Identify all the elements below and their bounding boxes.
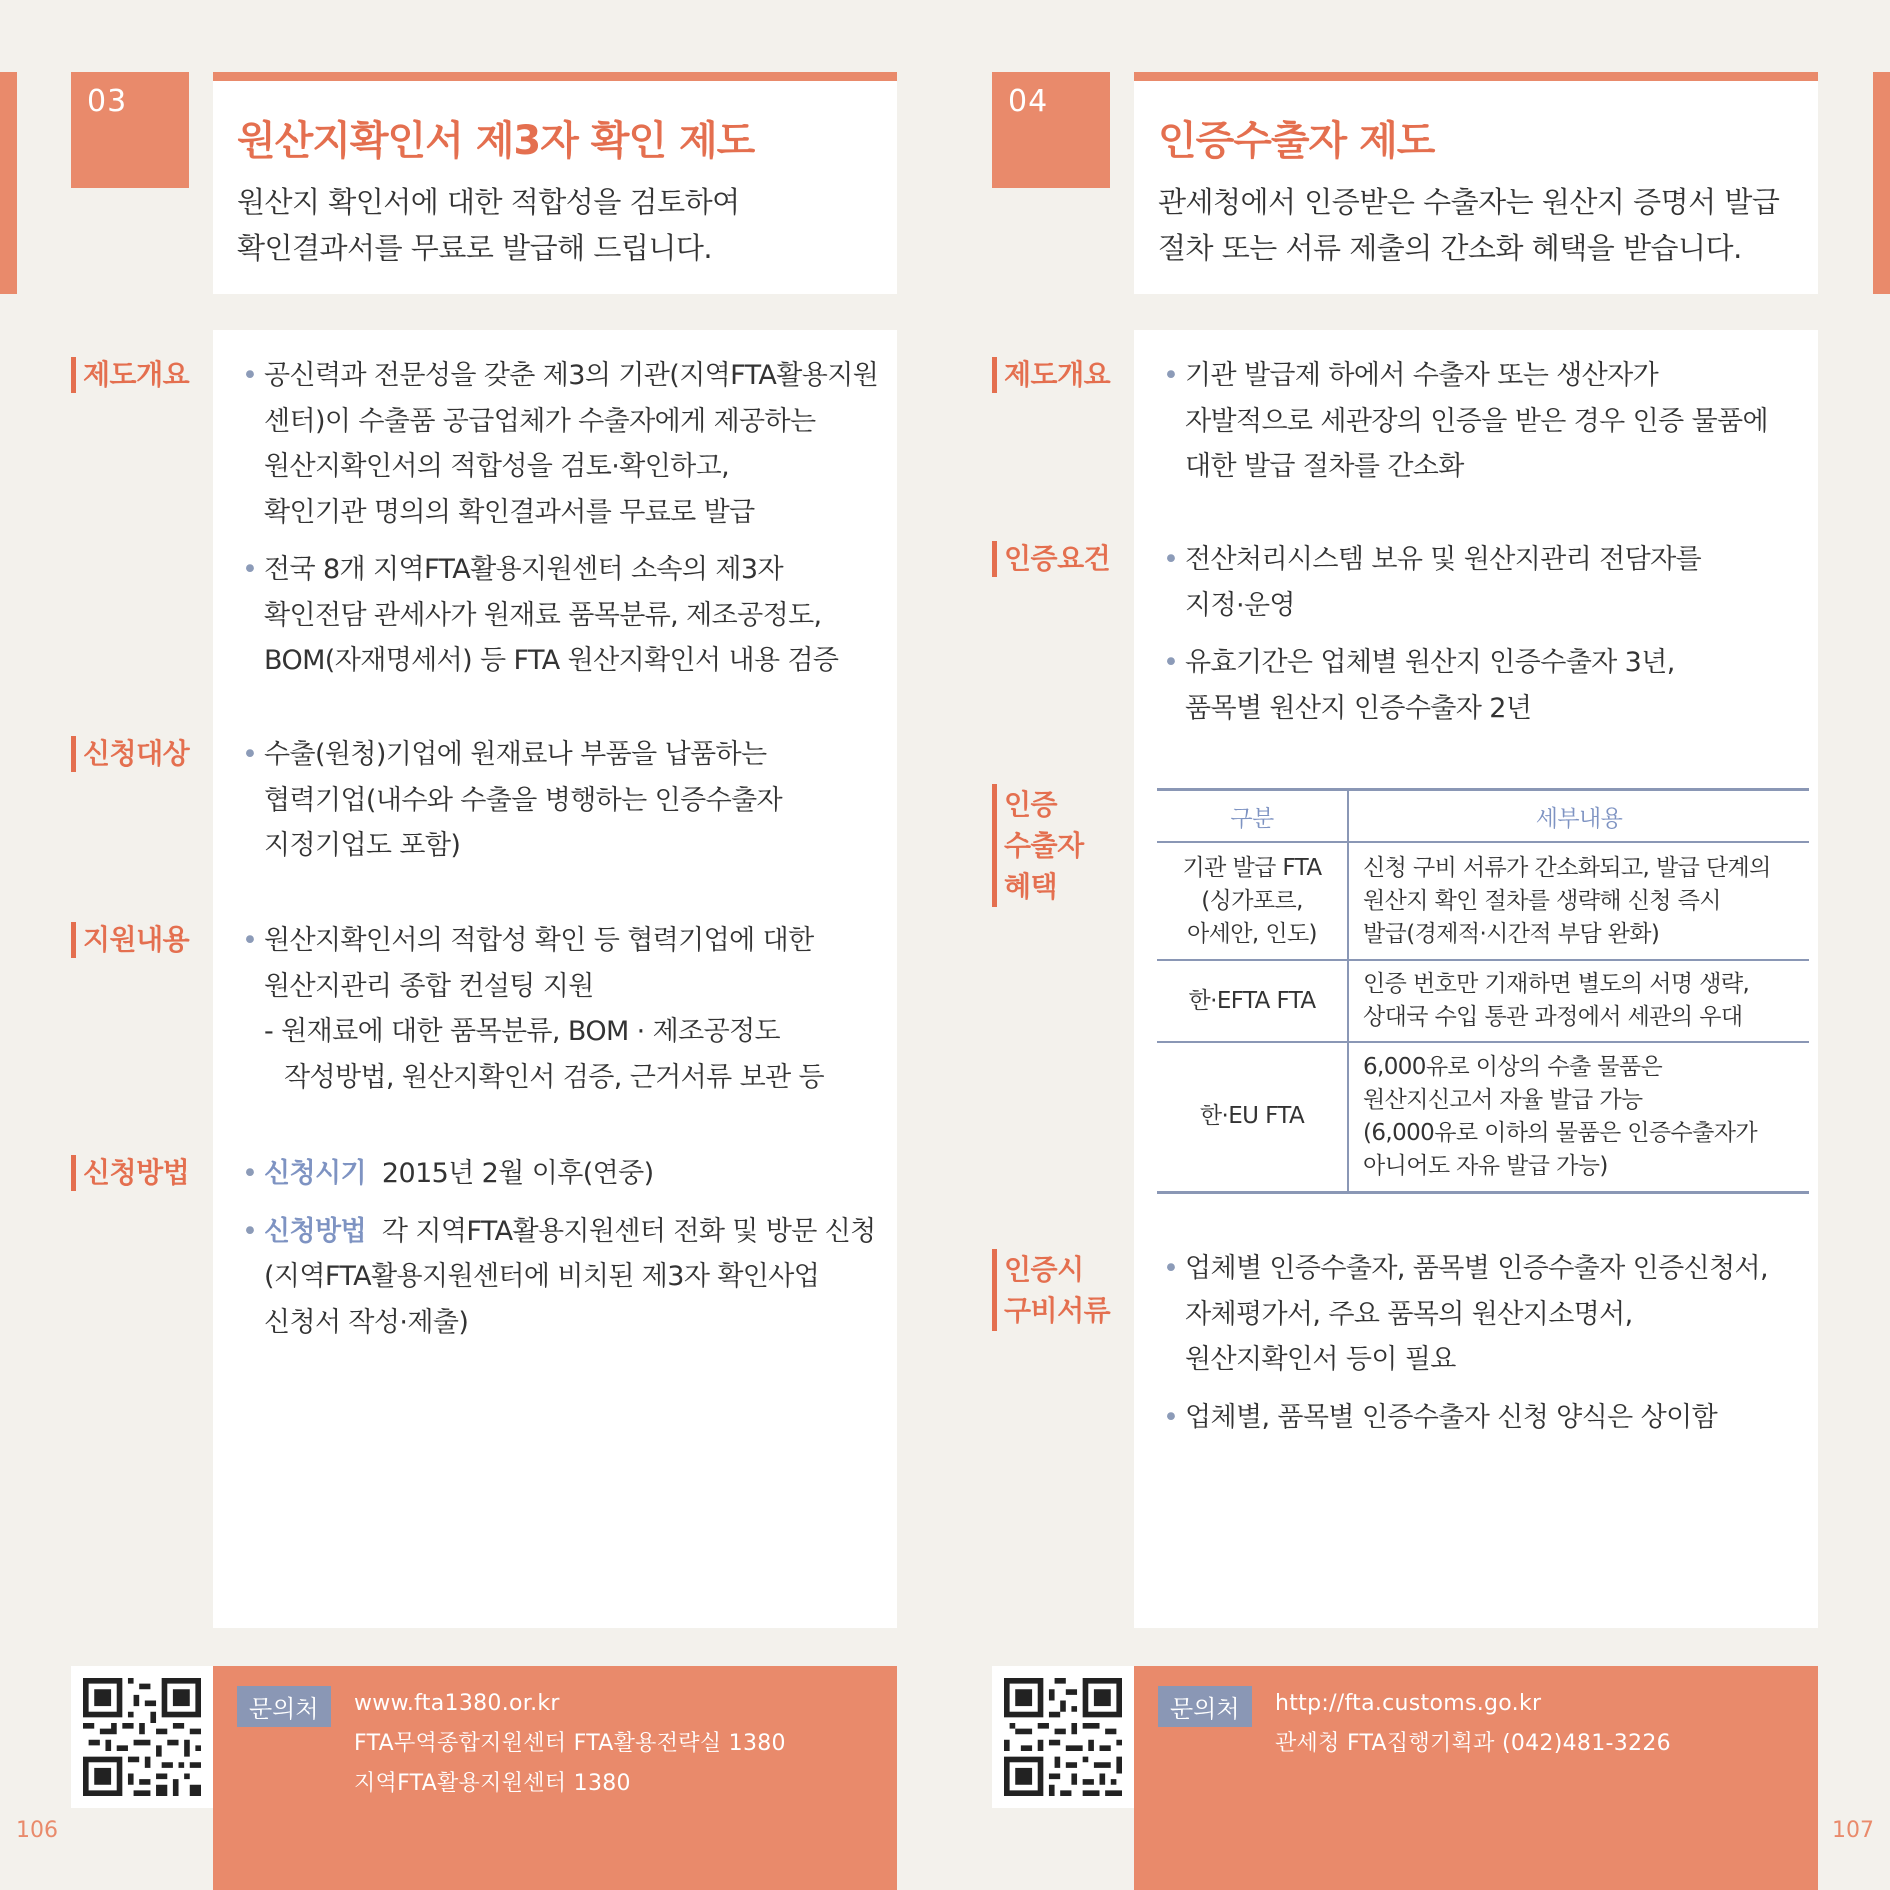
text-line: 유효기간은 업체별 원산지 인증수출자 3년, <box>1185 647 1675 678</box>
column-header: 구분 <box>1157 790 1348 843</box>
right-page-title: 인증수출자 제도 <box>1158 118 1435 164</box>
right-documents-bullets <box>1163 1246 1813 1440</box>
text-line: 업체별, 품목별 인증수출자 신청 양식은 상이함 <box>1185 1401 1718 1433</box>
left-overview-bullets <box>242 353 892 684</box>
bullet-item <box>242 732 892 869</box>
contact-line: FTA무역종합지원센터 FTA활용전략실 1380 <box>354 1731 786 1756</box>
label-line: 구비서류 <box>1004 1294 1111 1327</box>
text-line: 센터)이 수출품 공급업체가 수출자에게 제공하는 <box>264 405 816 437</box>
bullet-dot-icon: • <box>242 925 258 956</box>
label-application-method: 신청방법 <box>71 1155 189 1191</box>
text-line: 품목별 원산지 인증수출자 2년 <box>1185 692 1532 724</box>
cell-line: 인증 번호만 기재하면 별도의 서명 생략, <box>1363 971 1750 997</box>
text-line: 자체평가서, 주요 품목의 원산지소명서, <box>1185 1298 1633 1330</box>
text-line <box>264 1151 892 1197</box>
right-qr-code <box>992 1666 1134 1808</box>
text-line: 수출(원청)기업에 원재료나 부품을 납품하는 <box>264 739 767 770</box>
right-requirements-bullets <box>1163 537 1813 731</box>
label-line: 혜택 <box>1004 870 1058 903</box>
section-number-04: 04 <box>992 72 1110 188</box>
left-qr-code <box>71 1666 213 1808</box>
bullet-dot-icon: • <box>1163 1401 1179 1433</box>
bullet-dot-icon: • <box>242 360 258 391</box>
text-line: 작성방법, 원산지확인서 검증, 근거서류 보관 등 <box>284 1061 825 1093</box>
text-line: 원산지관리 종합 컨설팅 지원 <box>264 970 594 1002</box>
left-page-title: 원산지확인서 제3자 확인 제도 <box>237 118 755 164</box>
desc-line: 관세청에서 인증받은 수출자는 원산지 증명서 발급 <box>1158 185 1780 219</box>
cell-line: 신청 구비 서류가 간소화되고, 발급 단계의 <box>1363 854 1771 881</box>
label-certified-exporter-benefits <box>992 784 1084 907</box>
label-certification-requirements: 인증요건 <box>992 541 1110 577</box>
text-line: 협력기업(내수와 수출을 병행하는 인증수출자 <box>264 784 783 816</box>
label-support-content: 지원내용 <box>71 922 189 958</box>
qr-code-icon <box>83 1678 201 1796</box>
label-line: 인증 <box>1004 788 1058 821</box>
right-overview-bullets <box>1163 353 1813 490</box>
cell-line: 아니어도 자유 발급 가능) <box>1363 1152 1608 1179</box>
bullet-dot-icon: • <box>242 554 258 585</box>
bullet-dot-icon: • <box>1163 544 1179 575</box>
right-edge-bar <box>1873 72 1890 294</box>
table-cell <box>1157 842 1348 960</box>
left-support-bullets <box>242 918 892 1100</box>
bullet-item <box>1163 353 1813 490</box>
left-contact-info <box>354 1684 786 1804</box>
bullet-item <box>242 353 892 535</box>
value-text: 2015년 2월 이후(연중) <box>381 1158 654 1189</box>
label-line: 수출자 <box>1004 829 1084 862</box>
text-line: 전국 8개 지역FTA활용지원센터 소속의 제3자 <box>264 554 783 585</box>
text-line: 대한 발급 절차를 간소화 <box>1185 451 1464 482</box>
cell-line: (싱가포르, <box>1201 887 1303 914</box>
right-contact-info <box>1275 1684 1671 1764</box>
cell-line: 원산지신고서 자율 발급 가능 <box>1363 1086 1643 1113</box>
key-label: 신청방법 <box>264 1215 366 1247</box>
table-row <box>1157 842 1809 960</box>
text-line: 업체별 인증수출자, 품목별 인증수출자 인증신청서, <box>1185 1253 1769 1284</box>
table-row <box>1157 960 1809 1042</box>
text-line: 확인기관 명의의 확인결과서를 무료로 발급 <box>264 496 755 528</box>
text-line: 전산처리시스템 보유 및 원산지관리 전담자를 <box>1185 544 1702 575</box>
table-header-row <box>1157 790 1809 843</box>
label-system-overview: 제도개요 <box>71 357 189 393</box>
label-required-documents <box>992 1249 1110 1331</box>
bullet-item <box>242 1151 892 1197</box>
table-row <box>1157 1042 1809 1192</box>
text-line: 공신력과 전문성을 갖춘 제3의 기관(지역FTA활용지원 <box>264 360 879 391</box>
text-line <box>264 1209 892 1255</box>
contact-line: 지역FTA활용지원센터 1380 <box>354 1771 631 1796</box>
desc-line: 절차 또는 서류 제출의 간소화 혜택을 받습니다. <box>1158 231 1742 265</box>
section-number-03: 03 <box>71 72 189 188</box>
qr-code-icon <box>1004 1678 1122 1796</box>
bullet-item <box>1163 1395 1813 1441</box>
bullet-dot-icon: • <box>242 1215 258 1247</box>
contact-website-link[interactable]: www.fta1380.or.kr <box>354 1691 560 1716</box>
contact-badge: 문의처 <box>1158 1686 1252 1727</box>
right-footer-panel <box>1134 1666 1818 1890</box>
column-header: 세부내용 <box>1348 790 1809 843</box>
text-line: 확인전담 관세사가 원재료 품목분류, 제조공정도, <box>264 599 822 631</box>
left-edge-bar <box>0 72 17 294</box>
text-line: (지역FTA활용지원센터에 비치된 제3자 확인사업 <box>264 1261 820 1292</box>
bullet-item <box>1163 640 1813 731</box>
bullet-item <box>242 1209 892 1346</box>
bullet-dot-icon: • <box>1163 360 1179 391</box>
text-line: 신청서 작성·제출) <box>264 1306 469 1338</box>
bullet-dot-icon: • <box>1163 647 1179 678</box>
contact-badge: 문의처 <box>237 1686 331 1727</box>
cell-line: 아세안, 인도) <box>1187 920 1317 947</box>
text-line: 원산지확인서의 적합성 확인 등 협력기업에 대한 <box>264 925 814 956</box>
table-cell <box>1157 1042 1348 1192</box>
text-line: BOM(자재명세서) 등 FTA 원산지확인서 내용 검증 <box>264 645 839 676</box>
table-cell <box>1348 842 1809 960</box>
text-line: 원산지확인서 등이 필요 <box>1185 1344 1456 1375</box>
value-text: 각 지역FTA활용지원센터 전화 및 방문 신청 <box>381 1215 876 1247</box>
table-cell <box>1157 960 1348 1042</box>
desc-line: 확인결과서를 무료로 발급해 드립니다. <box>237 231 713 265</box>
bullet-item <box>1163 537 1813 628</box>
table-cell <box>1348 960 1809 1042</box>
bullet-item <box>242 918 892 1009</box>
cell-line: 기관 발급 FTA <box>1182 854 1322 881</box>
bullet-dot-icon: • <box>242 739 258 770</box>
left-application-items <box>242 1151 892 1345</box>
page-number-left: 106 <box>16 1818 58 1843</box>
left-page-description <box>237 179 740 271</box>
cell-line: 원산지 확인 절차를 생략해 신청 즉시 <box>1363 887 1721 914</box>
label-line: 인증시 <box>1004 1253 1084 1286</box>
cell-line: (6,000유로 이하의 물품은 인증수출자가 <box>1363 1119 1758 1146</box>
left-footer-panel <box>213 1666 897 1890</box>
bullet-dot-icon: • <box>242 1158 258 1189</box>
sub-item <box>242 1009 892 1100</box>
left-eligibility-bullets <box>242 732 892 869</box>
left-header-panel <box>213 72 897 294</box>
label-eligibility: 신청대상 <box>71 736 189 772</box>
cell-line: 한·EU FTA <box>1199 1103 1305 1130</box>
label-system-overview: 제도개요 <box>992 357 1110 393</box>
text-line: - 원재료에 대한 품목분류, BOM · 제조공정도 <box>264 1016 781 1047</box>
cell-line: 상대국 수입 통관 과정에서 세관의 우대 <box>1363 1004 1743 1030</box>
right-header-panel <box>1134 72 1818 294</box>
text-line: 자발적으로 세관장의 인증을 받은 경우 인증 물품에 <box>1185 405 1769 437</box>
bullet-dot-icon: • <box>1163 1253 1179 1284</box>
bullet-item <box>1163 1246 1813 1383</box>
bullet-item <box>242 547 892 684</box>
table-cell <box>1348 1042 1809 1192</box>
cell-line: 한·EFTA FTA <box>1188 987 1316 1014</box>
contact-website-link[interactable]: http://fta.customs.go.kr <box>1275 1691 1542 1716</box>
key-label: 신청시기 <box>264 1158 366 1189</box>
cell-line: 발급(경제적·시간적 부담 완화) <box>1363 920 1660 947</box>
right-page-description <box>1158 179 1779 271</box>
page-number-right: 107 <box>1832 1818 1874 1843</box>
benefits-table <box>1157 788 1809 1194</box>
text-line: 원산지확인서의 적합성을 검토·확인하고, <box>264 451 730 482</box>
cell-line: 6,000유로 이상의 수출 물품은 <box>1363 1053 1663 1080</box>
text-line: 지정·운영 <box>1185 589 1295 621</box>
desc-line: 원산지 확인서에 대한 적합성을 검토하여 <box>237 185 740 219</box>
text-line: 기관 발급제 하에서 수출자 또는 생산자가 <box>1185 360 1659 391</box>
text-line: 지정기업도 포함) <box>264 830 461 861</box>
contact-line: 관세청 FTA집행기획과 (042)481-3226 <box>1275 1731 1671 1756</box>
